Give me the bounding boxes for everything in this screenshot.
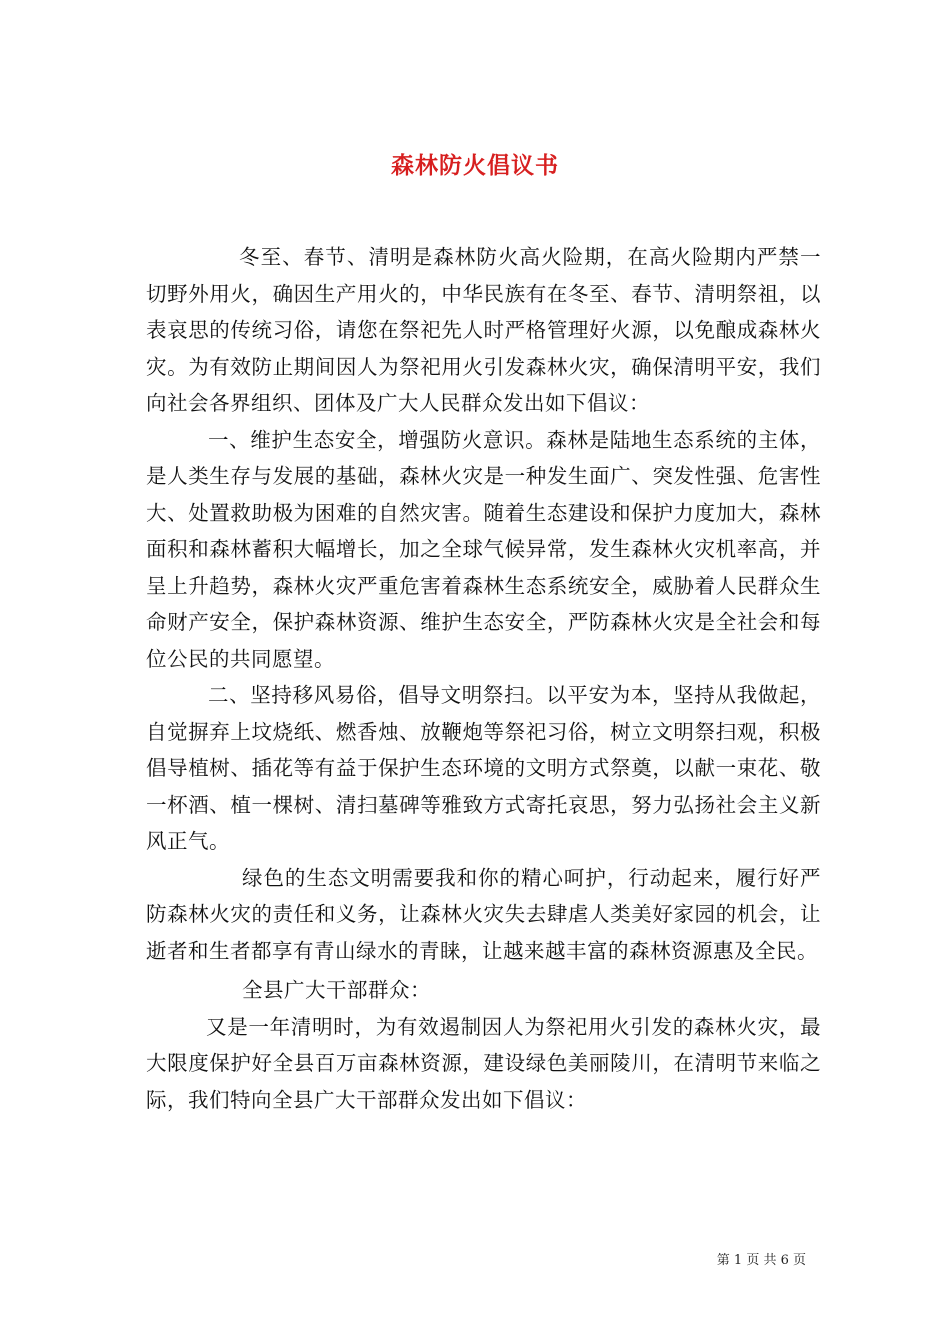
paragraph-intro: 冬至、春节、清明是森林防火高火险期，在高火险期内严禁一切野外用火，确因生产用火的，中华民族有在冬至、春节、清明祭祖，以表哀思的传统习俗，请您在祭祀先人时严格管理好火源，以免酿成森林火灾。为有效防止期间因人为祭祀用火引发森林火灾，确保清明平安，我们向社会各界组织、团体及广大人民群众发出如下倡议： xyxy=(146,245,821,415)
paragraph-closing: 绿色的生态文明需要我和你的精心呵护，行动起来，履行好严防森林火灾的责任和义务，让森林火灾失去肆虐人类美好家园的机会，让逝者和生者都享有青山绿水的青睐，让越来越丰富的森林资源惠及全民。 xyxy=(146,865,821,963)
paragraph-salutation: 全县广大干部群众： xyxy=(242,978,431,1002)
document-body xyxy=(146,239,821,1118)
paragraph-point-two: 二、坚持移风易俗，倡导文明祭扫。以平安为本，坚持从我做起，自觉摒弃上坟烧纸、燃香烛、放鞭炮等祭祀习俗，树立文明祭扫观，积极倡导植树、插花等有益于保护生态环境的文明方式祭奠，以献一束花、敬一杯酒、植一棵树、清扫墓碑等雅致方式寄托哀思，努力弘扬社会主义新风正气。 xyxy=(146,683,821,853)
document-title: 森林防火倡议书 xyxy=(391,153,559,180)
paragraph-point-one: 一、维护生态安全，增强防火意识。森林是陆地生态系统的主体，是人类生存与发展的基础，森林火灾是一种发生面广、突发性强、危害性大、处置救助极为困难的自然灾害。随着生态建设和保护力度加大，森林面积和森林蓄积大幅增长，加之全球气候异常，发生森林火灾机率高，并呈上升趋势，森林火灾严重危害着森林生态系统安全，威胁着人民群众生命财产安全，保护森林资源、维护生态安全，严防森林火灾是全社会和每位公民的共同愿望。 xyxy=(146,427,821,671)
paragraph-second-intro: 又是一年清明时，为有效遏制因人为祭祀用火引发的森林火灾，最大限度保护好全县百万亩森林资源，建设绿色美丽陵川，在清明节来临之际，我们特向全县广大干部群众发出如下倡议： xyxy=(146,1014,821,1112)
page-number: 第 1 页 共 6 页 xyxy=(716,1253,806,1268)
